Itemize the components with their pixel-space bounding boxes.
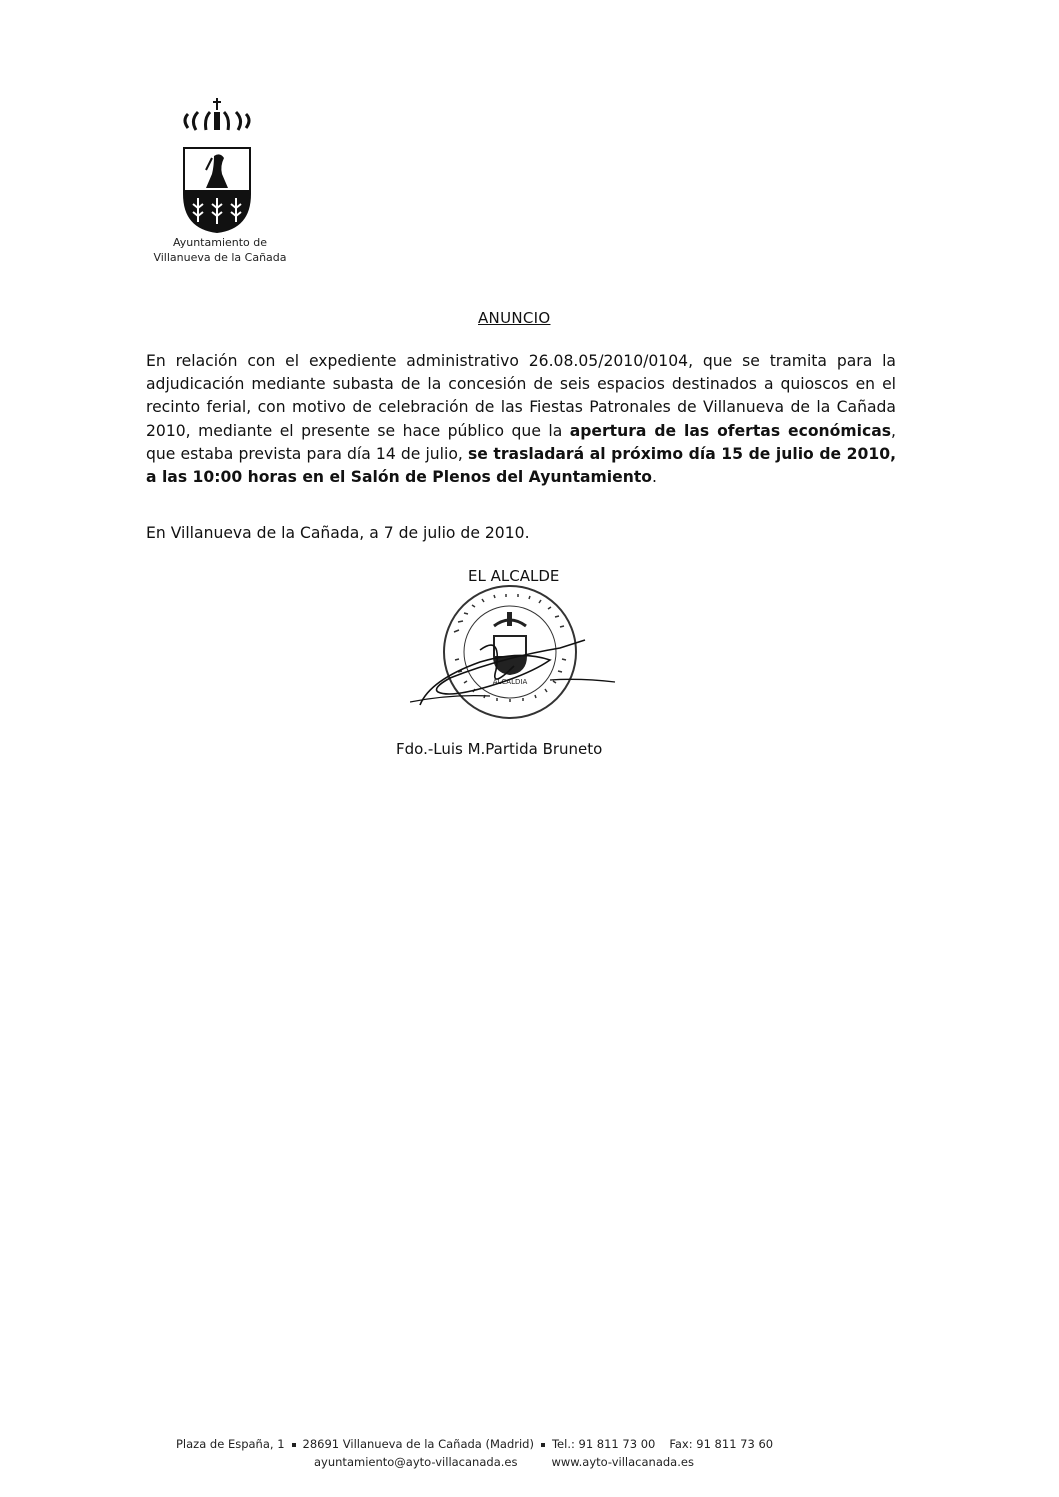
organization-name <box>140 235 300 265</box>
footer-tel: Tel.: 91 811 73 00 <box>551 1437 656 1451</box>
svg-text:ALCALDIA: ALCALDIA <box>492 678 528 686</box>
notice-body <box>146 350 896 489</box>
bullet-separator-icon <box>292 1443 296 1447</box>
footer-contact <box>176 1437 896 1469</box>
org-line-1: Ayuntamiento de <box>172 236 268 249</box>
footer-address: Plaza de España, 1 <box>176 1437 285 1451</box>
official-seal-stamp <box>410 570 625 730</box>
footer-web[interactable]: www.ayto-villacanada.es <box>551 1455 694 1469</box>
municipal-crest-icon <box>176 96 258 234</box>
bullet-separator-icon <box>541 1443 545 1447</box>
body-emphasis-new-date: se trasladará al próximo día 15 de julio de 2010, a las 10:00 horas en el Salón de Plenos del Ayuntamiento <box>146 444 896 487</box>
footer-fax: Fax: 91 811 73 60 <box>669 1437 774 1451</box>
body-part-e: . <box>651 468 657 487</box>
org-line-2: Villanueva de la Cañada <box>153 251 287 264</box>
footer-email[interactable]: ayuntamiento@ayto-villacanada.es <box>314 1455 518 1469</box>
signer-title: EL ALCALDE <box>468 567 560 585</box>
footer-city: 28691 Villanueva de la Cañada (Madrid) <box>302 1437 534 1451</box>
signer-name: Fdo.-Luis M.Partida Bruneto <box>396 740 603 758</box>
notice-title: ANUNCIO <box>478 309 551 327</box>
body-emphasis-opening: apertura de las ofertas económicas <box>569 421 892 440</box>
body-part-a: En relación con el expediente administrativo 26.08.05/2010/0104, que se tramita para la adjudicación mediante subasta de la concesión de seis espacios destinados a quioscos en el recinto ferial, con motivo de celebración de las Fiestas Patronales de Villanueva de la Cañada 2010, mediante el presente se hace público que la <box>146 352 896 440</box>
body-part-c: , que estaba prevista para día 14 de julio, <box>146 421 896 463</box>
date-line: En Villanueva de la Cañada, a 7 de julio de 2010. <box>146 524 530 542</box>
